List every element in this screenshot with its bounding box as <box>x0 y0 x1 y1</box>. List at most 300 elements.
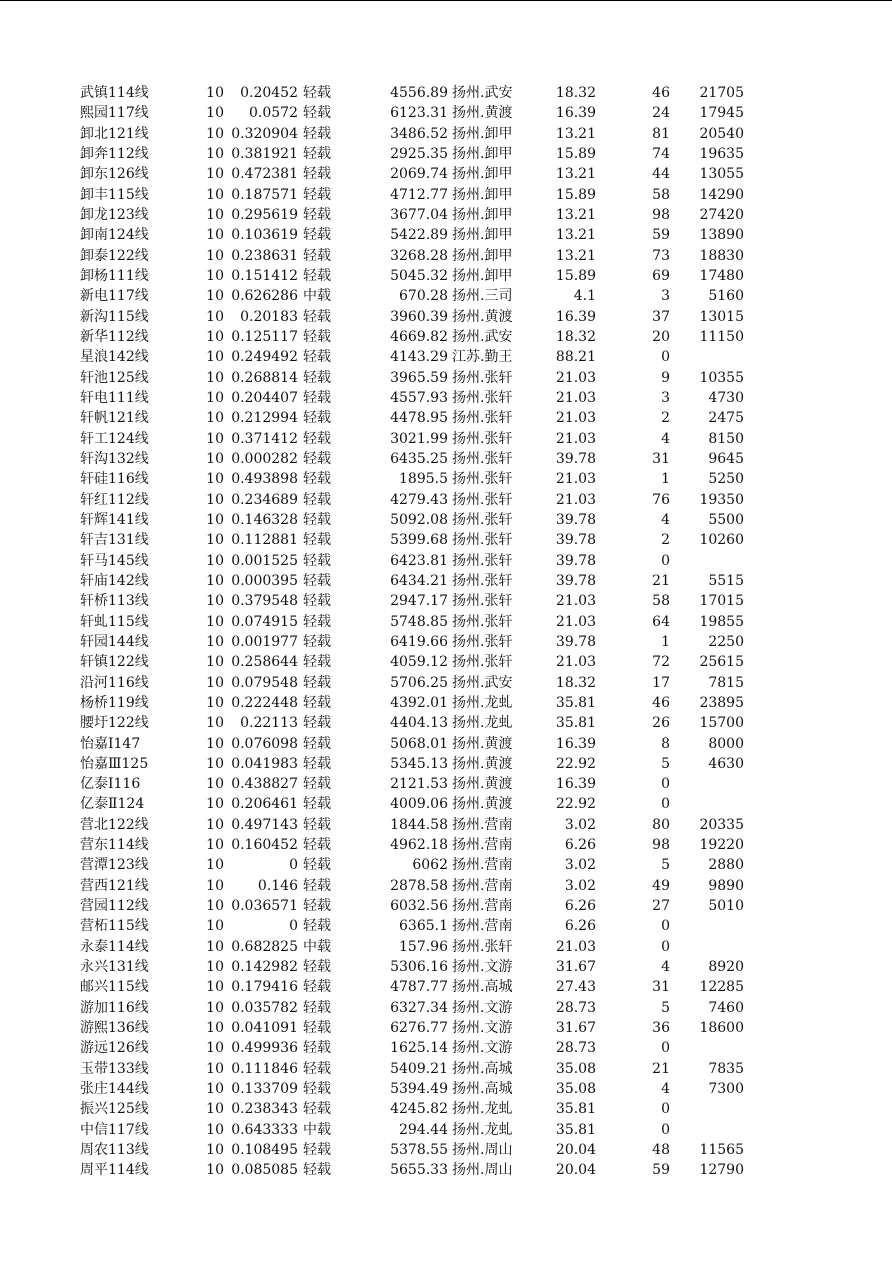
capacity-cell[interactable]: 4556.89 <box>390 85 448 101</box>
load-status-cell[interactable]: 轻载 <box>303 410 331 427</box>
capacity-cell[interactable]: 5306.16 <box>390 959 448 976</box>
total-kva-cell[interactable]: 19350 <box>699 491 744 508</box>
voltage-cell[interactable]: 10 <box>206 1101 224 1118</box>
line-length-cell[interactable]: 39.78 <box>555 532 596 549</box>
total-kva-cell[interactable]: 14290 <box>699 186 744 203</box>
transformer-count-cell[interactable]: 0 <box>661 938 670 955</box>
transformer-count-cell[interactable]: 2 <box>661 532 670 549</box>
transformer-count-cell[interactable]: 9 <box>661 369 670 386</box>
line-length-cell[interactable]: 16.39 <box>555 776 596 793</box>
capacity-cell[interactable]: 157.96 <box>399 938 448 955</box>
load-rate-cell[interactable]: 0.249492 <box>231 349 298 366</box>
transformer-count-cell[interactable]: 4 <box>661 430 670 447</box>
line-length-cell[interactable]: 39.78 <box>555 511 596 528</box>
line-length-cell[interactable]: 13.21 <box>555 166 596 183</box>
substation-cell[interactable]: 扬州.营南 <box>452 918 513 935</box>
load-rate-cell[interactable]: 0.268814 <box>231 369 298 386</box>
capacity-cell[interactable]: 6062 <box>412 857 448 874</box>
line-length-cell[interactable]: 20.04 <box>555 1142 596 1159</box>
load-status-cell[interactable]: 轻载 <box>303 654 331 671</box>
load-rate-cell[interactable]: 0.187571 <box>231 186 298 203</box>
voltage-cell[interactable]: 10 <box>206 105 224 122</box>
line-length-cell[interactable]: 22.92 <box>555 755 596 772</box>
transformer-count-cell[interactable]: 0 <box>661 1101 670 1118</box>
load-status-cell[interactable]: 轻载 <box>303 796 331 813</box>
line-name-cell[interactable]: 邮兴115线 <box>80 979 149 996</box>
capacity-cell[interactable]: 2121.53 <box>390 776 448 793</box>
load-rate-cell[interactable]: 0.112881 <box>231 532 298 549</box>
voltage-cell[interactable]: 10 <box>206 389 224 406</box>
substation-cell[interactable]: 扬州.周山 <box>452 1162 513 1179</box>
load-status-cell[interactable]: 轻载 <box>303 308 331 325</box>
load-status-cell[interactable]: 轻载 <box>303 389 331 406</box>
line-length-cell[interactable]: 22.92 <box>555 796 596 813</box>
load-status-cell[interactable]: 轻载 <box>303 511 331 528</box>
line-length-cell[interactable]: 20.04 <box>555 1162 596 1179</box>
line-name-cell[interactable]: 卸杨111线 <box>80 267 149 284</box>
voltage-cell[interactable]: 10 <box>206 349 224 366</box>
load-status-cell[interactable]: 轻载 <box>303 369 331 386</box>
load-rate-cell[interactable]: 0.076098 <box>231 735 298 752</box>
load-status-cell[interactable]: 轻载 <box>303 186 331 203</box>
voltage-cell[interactable]: 10 <box>206 735 224 752</box>
capacity-cell[interactable]: 2878.58 <box>390 877 448 894</box>
load-status-cell[interactable]: 轻载 <box>303 735 331 752</box>
line-length-cell[interactable]: 35.81 <box>555 694 596 711</box>
transformer-count-cell[interactable]: 81 <box>652 125 670 142</box>
substation-cell[interactable]: 扬州.黄渡 <box>452 105 513 122</box>
load-status-cell[interactable]: 轻载 <box>303 633 331 650</box>
total-kva-cell[interactable]: 8150 <box>708 430 744 447</box>
voltage-cell[interactable]: 10 <box>206 593 224 610</box>
line-length-cell[interactable]: 28.73 <box>555 999 596 1016</box>
line-length-cell[interactable]: 27.43 <box>555 979 596 996</box>
total-kva-cell[interactable]: 17015 <box>699 593 744 610</box>
line-name-cell[interactable]: 营潭123线 <box>80 857 149 874</box>
capacity-cell[interactable]: 1844.58 <box>390 816 448 833</box>
capacity-cell[interactable]: 4962.18 <box>390 837 448 854</box>
load-rate-cell[interactable]: 0 <box>289 918 298 935</box>
total-kva-cell[interactable]: 19635 <box>699 145 744 162</box>
substation-cell[interactable]: 扬州.张轩 <box>452 369 513 386</box>
total-kva-cell[interactable]: 7835 <box>708 1060 744 1077</box>
load-rate-cell[interactable]: 0.085085 <box>231 1162 298 1179</box>
load-rate-cell[interactable]: 0.179416 <box>231 979 298 996</box>
capacity-cell[interactable]: 6365.1 <box>399 918 448 935</box>
line-name-cell[interactable]: 武镇114线 <box>80 85 149 101</box>
line-name-cell[interactable]: 星浪142线 <box>80 349 149 366</box>
line-length-cell[interactable]: 21.03 <box>555 389 596 406</box>
load-status-cell[interactable]: 轻载 <box>303 247 331 264</box>
line-name-cell[interactable]: 怡嘉Ⅲ125 <box>80 755 149 772</box>
substation-cell[interactable]: 扬州.张轩 <box>452 532 513 549</box>
substation-cell[interactable]: 扬州.卸甲 <box>452 247 513 264</box>
voltage-cell[interactable]: 10 <box>206 613 224 630</box>
total-kva-cell[interactable]: 5515 <box>708 572 744 589</box>
load-rate-cell[interactable]: 0.160452 <box>231 837 298 854</box>
line-name-cell[interactable]: 轩马145线 <box>80 552 149 569</box>
line-name-cell[interactable]: 杨桥119线 <box>80 694 149 711</box>
transformer-count-cell[interactable]: 31 <box>652 450 670 467</box>
line-length-cell[interactable]: 3.02 <box>564 857 596 874</box>
transformer-count-cell[interactable]: 58 <box>652 593 670 610</box>
line-name-cell[interactable]: 卸泰122线 <box>80 247 149 264</box>
line-name-cell[interactable]: 轩硅116线 <box>80 471 149 488</box>
capacity-cell[interactable]: 5378.55 <box>390 1142 448 1159</box>
load-rate-cell[interactable]: 0.381921 <box>231 145 298 162</box>
load-rate-cell[interactable]: 0.499936 <box>231 1040 298 1057</box>
capacity-cell[interactable]: 4478.95 <box>390 410 448 427</box>
transformer-count-cell[interactable]: 37 <box>652 308 670 325</box>
capacity-cell[interactable]: 6419.66 <box>390 633 448 650</box>
load-status-cell[interactable]: 中载 <box>303 938 331 955</box>
line-length-cell[interactable]: 31.67 <box>555 1020 596 1037</box>
transformer-count-cell[interactable]: 73 <box>652 247 670 264</box>
load-rate-cell[interactable]: 0.111846 <box>231 1060 298 1077</box>
load-status-cell[interactable]: 轻载 <box>303 471 331 488</box>
load-rate-cell[interactable]: 0.142982 <box>231 959 298 976</box>
line-length-cell[interactable]: 3.02 <box>564 816 596 833</box>
voltage-cell[interactable]: 10 <box>206 633 224 650</box>
load-rate-cell[interactable]: 0.146328 <box>231 511 298 528</box>
total-kva-cell[interactable]: 15700 <box>699 715 744 732</box>
capacity-cell[interactable]: 670.28 <box>399 288 448 305</box>
total-kva-cell[interactable]: 7460 <box>708 999 744 1016</box>
substation-cell[interactable]: 扬州.卸甲 <box>452 206 513 223</box>
load-rate-cell[interactable]: 0.238631 <box>231 247 298 264</box>
line-name-cell[interactable]: 轩庙142线 <box>80 572 149 589</box>
transformer-count-cell[interactable]: 0 <box>661 552 670 569</box>
transformer-count-cell[interactable]: 80 <box>652 816 670 833</box>
substation-cell[interactable]: 扬州.卸甲 <box>452 166 513 183</box>
total-kva-cell[interactable]: 9645 <box>708 450 744 467</box>
capacity-cell[interactable]: 5748.85 <box>390 613 448 630</box>
line-length-cell[interactable]: 13.21 <box>555 206 596 223</box>
capacity-cell[interactable]: 6032.56 <box>390 898 448 915</box>
capacity-cell[interactable]: 2947.17 <box>390 593 448 610</box>
line-length-cell[interactable]: 16.39 <box>555 105 596 122</box>
load-rate-cell[interactable]: 0.103619 <box>231 227 298 244</box>
line-name-cell[interactable]: 沿河116线 <box>80 674 149 691</box>
capacity-cell[interactable]: 5068.01 <box>390 735 448 752</box>
load-status-cell[interactable]: 轻载 <box>303 1060 331 1077</box>
capacity-cell[interactable]: 2925.35 <box>390 145 448 162</box>
load-rate-cell[interactable]: 0.204407 <box>231 389 298 406</box>
load-rate-cell[interactable]: 0.258644 <box>231 654 298 671</box>
substation-cell[interactable]: 扬州.高城 <box>452 1081 513 1098</box>
total-kva-cell[interactable]: 10260 <box>699 532 744 549</box>
capacity-cell[interactable]: 5045.32 <box>390 267 448 284</box>
load-rate-cell[interactable]: 0.079548 <box>231 674 298 691</box>
load-status-cell[interactable]: 中载 <box>303 1121 331 1138</box>
substation-cell[interactable]: 扬州.营南 <box>452 877 513 894</box>
total-kva-cell[interactable]: 27420 <box>699 206 744 223</box>
substation-cell[interactable]: 扬州.黄渡 <box>452 755 513 772</box>
voltage-cell[interactable]: 10 <box>206 837 224 854</box>
load-status-cell[interactable]: 轻载 <box>303 349 331 366</box>
load-rate-cell[interactable]: 0.146 <box>257 877 298 894</box>
line-length-cell[interactable]: 88.21 <box>555 349 596 366</box>
line-name-cell[interactable]: 营西121线 <box>80 877 149 894</box>
total-kva-cell[interactable]: 17945 <box>699 105 744 122</box>
line-length-cell[interactable]: 21.03 <box>555 654 596 671</box>
line-name-cell[interactable]: 营园112线 <box>80 898 149 915</box>
substation-cell[interactable]: 扬州.龙虬 <box>452 1121 513 1138</box>
line-name-cell[interactable]: 轩辉141线 <box>80 511 149 528</box>
total-kva-cell[interactable]: 20335 <box>699 816 744 833</box>
voltage-cell[interactable]: 10 <box>206 328 224 345</box>
transformer-count-cell[interactable]: 98 <box>652 206 670 223</box>
load-rate-cell[interactable]: 0.472381 <box>231 166 298 183</box>
load-status-cell[interactable]: 轻载 <box>303 959 331 976</box>
line-length-cell[interactable]: 13.21 <box>555 125 596 142</box>
line-length-cell[interactable]: 6.26 <box>564 898 596 915</box>
transformer-count-cell[interactable]: 26 <box>652 715 670 732</box>
voltage-cell[interactable]: 10 <box>206 491 224 508</box>
voltage-cell[interactable]: 10 <box>206 247 224 264</box>
load-status-cell[interactable]: 轻载 <box>303 1040 331 1057</box>
substation-cell[interactable]: 扬州.文游 <box>452 959 513 976</box>
line-length-cell[interactable]: 18.32 <box>555 328 596 345</box>
capacity-cell[interactable]: 3677.04 <box>390 206 448 223</box>
line-name-cell[interactable]: 营柘115线 <box>80 918 149 935</box>
line-name-cell[interactable]: 永兴131线 <box>80 959 149 976</box>
load-status-cell[interactable]: 轻载 <box>303 491 331 508</box>
load-rate-cell[interactable]: 0.000395 <box>231 572 298 589</box>
line-name-cell[interactable]: 轩镇122线 <box>80 654 149 671</box>
load-rate-cell[interactable]: 0.133709 <box>231 1081 298 1098</box>
load-rate-cell[interactable]: 0.125117 <box>231 328 298 345</box>
transformer-count-cell[interactable]: 49 <box>652 877 670 894</box>
capacity-cell[interactable]: 6123.31 <box>390 105 448 122</box>
voltage-cell[interactable]: 10 <box>206 471 224 488</box>
load-status-cell[interactable]: 轻载 <box>303 613 331 630</box>
line-name-cell[interactable]: 轩吉131线 <box>80 532 149 549</box>
total-kva-cell[interactable]: 5010 <box>708 898 744 915</box>
capacity-cell[interactable]: 4392.01 <box>390 694 448 711</box>
voltage-cell[interactable]: 10 <box>206 1121 224 1138</box>
substation-cell[interactable]: 扬州.龙虬 <box>452 715 513 732</box>
line-length-cell[interactable]: 21.03 <box>555 430 596 447</box>
substation-cell[interactable]: 扬州.龙虬 <box>452 1101 513 1118</box>
voltage-cell[interactable]: 10 <box>206 308 224 325</box>
voltage-cell[interactable]: 10 <box>206 755 224 772</box>
voltage-cell[interactable]: 10 <box>206 1040 224 1057</box>
load-rate-cell[interactable]: 0.035782 <box>231 999 298 1016</box>
transformer-count-cell[interactable]: 3 <box>661 389 670 406</box>
line-name-cell[interactable]: 卸南124线 <box>80 227 149 244</box>
transformer-count-cell[interactable]: 0 <box>661 1040 670 1057</box>
substation-cell[interactable]: 扬州.张轩 <box>452 389 513 406</box>
capacity-cell[interactable]: 6423.81 <box>390 552 448 569</box>
line-length-cell[interactable]: 35.81 <box>555 715 596 732</box>
line-name-cell[interactable]: 新华112线 <box>80 328 149 345</box>
line-name-cell[interactable]: 周平114线 <box>80 1162 149 1179</box>
capacity-cell[interactable]: 4009.06 <box>390 796 448 813</box>
line-length-cell[interactable]: 15.89 <box>555 267 596 284</box>
total-kva-cell[interactable]: 7300 <box>708 1081 744 1098</box>
line-length-cell[interactable]: 18.32 <box>555 85 596 101</box>
load-rate-cell[interactable]: 0 <box>289 857 298 874</box>
voltage-cell[interactable]: 10 <box>206 288 224 305</box>
load-status-cell[interactable]: 轻载 <box>303 857 331 874</box>
load-status-cell[interactable]: 轻载 <box>303 755 331 772</box>
total-kva-cell[interactable]: 4630 <box>708 755 744 772</box>
load-status-cell[interactable]: 轻载 <box>303 715 331 732</box>
line-name-cell[interactable]: 周农113线 <box>80 1142 149 1159</box>
line-name-cell[interactable]: 轩园144线 <box>80 633 149 650</box>
line-length-cell[interactable]: 21.03 <box>555 369 596 386</box>
transformer-count-cell[interactable]: 0 <box>661 776 670 793</box>
load-rate-cell[interactable]: 0.222448 <box>231 694 298 711</box>
line-name-cell[interactable]: 卸东126线 <box>80 166 149 183</box>
total-kva-cell[interactable]: 10355 <box>699 369 744 386</box>
line-length-cell[interactable]: 35.08 <box>555 1060 596 1077</box>
total-kva-cell[interactable]: 20540 <box>699 125 744 142</box>
load-rate-cell[interactable]: 0.682825 <box>231 938 298 955</box>
substation-cell[interactable]: 扬州.张轩 <box>452 593 513 610</box>
line-name-cell[interactable]: 轩工124线 <box>80 430 149 447</box>
line-length-cell[interactable]: 35.81 <box>555 1121 596 1138</box>
voltage-cell[interactable]: 10 <box>206 145 224 162</box>
transformer-count-cell[interactable]: 4 <box>661 511 670 528</box>
load-status-cell[interactable]: 轻载 <box>303 1081 331 1098</box>
transformer-count-cell[interactable]: 1 <box>661 633 670 650</box>
substation-cell[interactable]: 扬州.周山 <box>452 1142 513 1159</box>
substation-cell[interactable]: 扬州.卸甲 <box>452 227 513 244</box>
load-status-cell[interactable]: 轻载 <box>303 674 331 691</box>
line-length-cell[interactable]: 16.39 <box>555 308 596 325</box>
transformer-count-cell[interactable]: 0 <box>661 349 670 366</box>
load-rate-cell[interactable]: 0.320904 <box>231 125 298 142</box>
voltage-cell[interactable]: 10 <box>206 166 224 183</box>
substation-cell[interactable]: 扬州.高城 <box>452 1060 513 1077</box>
load-rate-cell[interactable]: 0.000282 <box>231 450 298 467</box>
capacity-cell[interactable]: 5399.68 <box>390 532 448 549</box>
voltage-cell[interactable]: 10 <box>206 572 224 589</box>
transformer-count-cell[interactable]: 0 <box>661 1121 670 1138</box>
voltage-cell[interactable]: 10 <box>206 979 224 996</box>
total-kva-cell[interactable]: 8000 <box>708 735 744 752</box>
capacity-cell[interactable]: 3960.39 <box>390 308 448 325</box>
capacity-cell[interactable]: 294.44 <box>399 1121 448 1138</box>
voltage-cell[interactable]: 10 <box>206 1142 224 1159</box>
load-rate-cell[interactable]: 0.497143 <box>231 816 298 833</box>
total-kva-cell[interactable]: 25615 <box>699 654 744 671</box>
capacity-cell[interactable]: 3021.99 <box>390 430 448 447</box>
transformer-count-cell[interactable]: 24 <box>652 105 670 122</box>
voltage-cell[interactable]: 10 <box>206 410 224 427</box>
voltage-cell[interactable]: 10 <box>206 654 224 671</box>
line-length-cell[interactable]: 3.02 <box>564 877 596 894</box>
transformer-count-cell[interactable]: 2 <box>661 410 670 427</box>
substation-cell[interactable]: 扬州.张轩 <box>452 552 513 569</box>
capacity-cell[interactable]: 4712.77 <box>390 186 448 203</box>
load-status-cell[interactable]: 轻载 <box>303 898 331 915</box>
voltage-cell[interactable]: 10 <box>206 1060 224 1077</box>
transformer-count-cell[interactable]: 59 <box>652 227 670 244</box>
load-status-cell[interactable]: 轻载 <box>303 125 331 142</box>
load-status-cell[interactable]: 轻载 <box>303 816 331 833</box>
capacity-cell[interactable]: 6276.77 <box>390 1020 448 1037</box>
total-kva-cell[interactable]: 2250 <box>708 633 744 650</box>
capacity-cell[interactable]: 3486.52 <box>390 125 448 142</box>
line-length-cell[interactable]: 21.03 <box>555 613 596 630</box>
load-rate-cell[interactable]: 0.379548 <box>231 593 298 610</box>
transformer-count-cell[interactable]: 76 <box>652 491 670 508</box>
voltage-cell[interactable]: 10 <box>206 430 224 447</box>
capacity-cell[interactable]: 4245.82 <box>390 1101 448 1118</box>
capacity-cell[interactable]: 6435.25 <box>390 450 448 467</box>
voltage-cell[interactable]: 10 <box>206 125 224 142</box>
capacity-cell[interactable]: 4143.29 <box>390 349 448 366</box>
load-status-cell[interactable]: 轻载 <box>303 694 331 711</box>
load-status-cell[interactable]: 轻载 <box>303 206 331 223</box>
load-status-cell[interactable]: 轻载 <box>303 877 331 894</box>
transformer-count-cell[interactable]: 36 <box>652 1020 670 1037</box>
line-name-cell[interactable]: 轩红112线 <box>80 491 149 508</box>
substation-cell[interactable]: 扬州.张轩 <box>452 938 513 955</box>
substation-cell[interactable]: 扬州.黄渡 <box>452 308 513 325</box>
substation-cell[interactable]: 扬州.黄渡 <box>452 776 513 793</box>
transformer-count-cell[interactable]: 5 <box>661 755 670 772</box>
substation-cell[interactable]: 扬州.卸甲 <box>452 145 513 162</box>
capacity-cell[interactable]: 5409.21 <box>390 1060 448 1077</box>
capacity-cell[interactable]: 3965.59 <box>390 369 448 386</box>
line-name-cell[interactable]: 游远126线 <box>80 1040 149 1057</box>
line-length-cell[interactable]: 39.78 <box>555 450 596 467</box>
load-rate-cell[interactable]: 0.041983 <box>231 755 298 772</box>
line-name-cell[interactable]: 营北122线 <box>80 816 149 833</box>
line-name-cell[interactable]: 卸北121线 <box>80 125 149 142</box>
total-kva-cell[interactable]: 5250 <box>708 471 744 488</box>
transformer-count-cell[interactable]: 20 <box>652 328 670 345</box>
voltage-cell[interactable]: 10 <box>206 999 224 1016</box>
load-status-cell[interactable]: 轻载 <box>303 1162 331 1179</box>
transformer-count-cell[interactable]: 46 <box>652 694 670 711</box>
line-length-cell[interactable]: 21.03 <box>555 491 596 508</box>
capacity-cell[interactable]: 5655.33 <box>390 1162 448 1179</box>
total-kva-cell[interactable]: 4730 <box>708 389 744 406</box>
load-status-cell[interactable]: 轻载 <box>303 552 331 569</box>
load-rate-cell[interactable]: 0.001977 <box>231 633 298 650</box>
total-kva-cell[interactable]: 17480 <box>699 267 744 284</box>
substation-cell[interactable]: 扬州.龙虬 <box>452 694 513 711</box>
substation-cell[interactable]: 扬州.武安 <box>452 85 513 101</box>
total-kva-cell[interactable]: 5160 <box>708 288 744 305</box>
substation-cell[interactable]: 扬州.卸甲 <box>452 186 513 203</box>
capacity-cell[interactable]: 6434.21 <box>390 572 448 589</box>
substation-cell[interactable]: 扬州.营南 <box>452 837 513 854</box>
capacity-cell[interactable]: 4404.13 <box>390 715 448 732</box>
line-name-cell[interactable]: 熙园117线 <box>80 105 149 122</box>
substation-cell[interactable]: 扬州.武安 <box>452 328 513 345</box>
load-status-cell[interactable]: 轻载 <box>303 145 331 162</box>
line-name-cell[interactable]: 新沟115线 <box>80 308 149 325</box>
voltage-cell[interactable]: 10 <box>206 85 224 101</box>
load-rate-cell[interactable]: 0.20452 <box>240 85 298 101</box>
load-status-cell[interactable]: 轻载 <box>303 85 331 101</box>
line-name-cell[interactable]: 振兴125线 <box>80 1101 149 1118</box>
voltage-cell[interactable]: 10 <box>206 206 224 223</box>
total-kva-cell[interactable]: 2475 <box>708 410 744 427</box>
line-name-cell[interactable]: 轩电111线 <box>80 389 149 406</box>
transformer-count-cell[interactable]: 44 <box>652 166 670 183</box>
transformer-count-cell[interactable]: 58 <box>652 186 670 203</box>
substation-cell[interactable]: 扬州.张轩 <box>452 450 513 467</box>
capacity-cell[interactable]: 3268.28 <box>390 247 448 264</box>
load-status-cell[interactable]: 轻载 <box>303 999 331 1016</box>
